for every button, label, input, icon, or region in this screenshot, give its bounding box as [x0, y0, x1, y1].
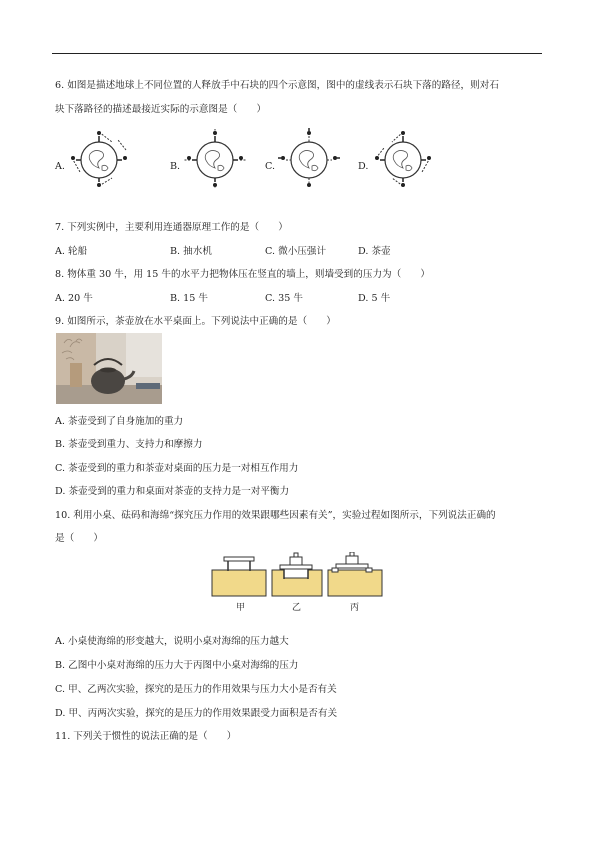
- q10-option-c: C. 甲、乙两次实验，探究的是压力的作用效果与压力大小是否有关: [55, 684, 337, 695]
- globe-diagram-b: [184, 128, 246, 188]
- q9-option-d: D. 茶壶受到的重力和桌面对茶壶的支持力是一对平衡力: [55, 486, 290, 497]
- figure-label-jia: 甲: [236, 603, 246, 613]
- q7-option-a: A. 轮船: [55, 246, 88, 257]
- q6-stem-line2: 块下落路径的描述最接近实际的示意图是（ ）: [55, 104, 267, 115]
- q10-option-a: A. 小桌使海绵的形变越大，说明小桌对海绵的压力越大: [55, 636, 289, 647]
- q8-option-b: B. 15 牛: [170, 293, 209, 304]
- q7-option-c: C. 微小压强计: [265, 246, 327, 257]
- q6-option-b-label: B.: [170, 161, 181, 172]
- q9-option-c: C. 茶壶受到的重力和茶壶对桌面的压力是一对相互作用力: [55, 463, 299, 474]
- q9-option-a: A. 茶壶受到了自身施加的重力: [55, 416, 184, 427]
- teapot-photo: [56, 333, 162, 404]
- q11-stem: 11. 下列关于惯性的说法正确的是（ ）: [55, 731, 237, 742]
- figure-label-yi: 乙: [292, 603, 302, 613]
- q7-option-d: D. 茶壶: [358, 246, 391, 257]
- q8-stem: 8. 物体重 30 牛，用 15 牛的水平力把物体压在竖直的墙上，则墙受到的压力为（ ）: [55, 269, 431, 280]
- globe-diagram-c: [278, 128, 340, 188]
- q6-stem-line1: 6. 如图是描述地球上不同位置的人释放手中石块的四个示意图，图中的虚线表示石块下落的路径，则对石: [55, 80, 499, 91]
- q10-stem-line1: 10. 利用小桌、砝码和海绵“探究压力作用的效果跟哪些因素有关”，实验过程如图所示，下列说法正确的: [55, 510, 496, 521]
- q10-option-d: D. 甲、丙两次实验，探究的是压力的作用效果跟受力面积是否有关: [55, 708, 338, 719]
- q10-option-b: B. 乙图中小桌对海绵的压力大于丙图中小桌对海绵的压力: [55, 660, 299, 671]
- q7-option-b: B. 抽水机: [170, 246, 212, 257]
- q6-option-d-label: D.: [358, 161, 369, 172]
- globe-diagram-a: [68, 128, 130, 188]
- q8-option-c: C. 35 牛: [265, 293, 303, 304]
- q6-option-a-label: A.: [55, 161, 65, 172]
- figure-label-bing: 丙: [350, 603, 360, 613]
- q10-stem-line2: 是（ ）: [55, 533, 103, 544]
- q8-option-a: A. 20 牛: [55, 293, 93, 304]
- q7-stem: 7. 下列实例中，主要利用连通器原理工作的是（ ）: [55, 222, 288, 233]
- q9-option-b: B. 茶壶受到重力、支持力和摩擦力: [55, 439, 203, 450]
- q9-stem: 9. 如图所示，茶壶放在水平桌面上。下列说法中正确的是（ ）: [55, 316, 336, 327]
- globe-diagram-d: [372, 128, 434, 188]
- q8-option-d: D. 5 牛: [358, 293, 391, 304]
- header-rule: [52, 53, 542, 54]
- sponge-experiment-figure: [210, 552, 384, 614]
- q6-option-c-label: C.: [265, 161, 276, 172]
